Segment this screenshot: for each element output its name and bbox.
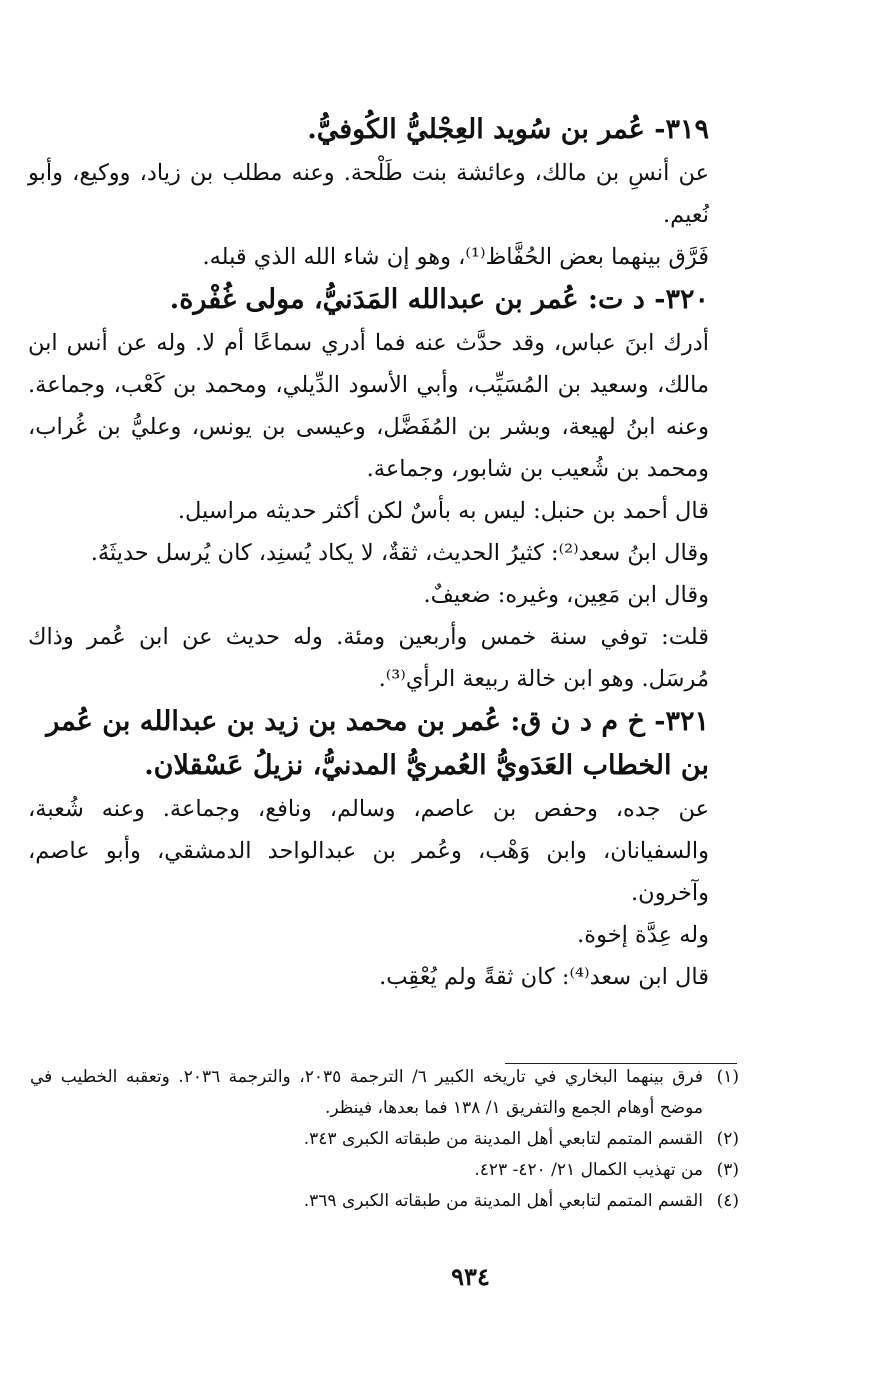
footnote: [30, 1124, 739, 1155]
footnote-number: (٣): [716, 1160, 739, 1180]
entry-paragraph: قلت: توفي سنة خمس وأربعين ومئة. وله حديث عن ابن عُمر وذاك مُرسَل. وهو ابن خالة ربيعة الرأي⁽³⁾.: [28, 624, 709, 692]
entry-paragraph: عن جده، وحفص بن عاصم، وسالم، ونافع، وجماعة. وعنه شُعبة، والسفيانان، وابن وَهْب، وعُمر بن عبدالواحد الدمشقي، وأبو عاصم، وآخرون.: [28, 796, 709, 906]
entry-paragraph: فَرَّق بينهما بعض الحُفَّاظ⁽¹⁾، وهو إن شاء الله الذي قبله.: [202, 244, 709, 270]
entry-heading: ٣٢٠- د ت: عُمر بن عبدالله المَدَنيُّ، مولى غُفْرة.: [169, 284, 709, 315]
footnote: [30, 1062, 739, 1124]
footnote-text: القسم المتمم لتابعي أهل المدينة من طبقاته الكبرى ٣٦٩.: [303, 1191, 703, 1211]
entry-heading: ٣١٩- عُمر بن سُويد العِجْليُّ الكُوفيُّ.: [307, 114, 709, 145]
footnote-text: فرق بينهما البخاري في تاريخه الكبير ٦/ الترجمة ٢٠٣٥، والترجمة ٢٠٣٦. وتعقبه الخطيب في موضح أوهام الجمع والتفريق ١/ ١٣٨ فما بعدها، فينظر.: [30, 1067, 703, 1118]
entry-paragraph: أدرك ابنَ عباس، وقد حدَّث عنه فما أدري سماعًا أم لا. وله عن أنس ابن مالك، وسعيد بن المُسَيِّب، وأبي الأسود الدِّيلي، ومحمد بن كَعْب، وجماعة. وعنه ابنُ لهيعة، وبشر بن المُفَضَّل، وعيسى بن يونس، وعليُّ بن غُراب، ومحمد بن شُعيب بن شابور، وجماعة.: [28, 330, 709, 482]
entry-320: [28, 278, 737, 700]
footnotes: [30, 1062, 739, 1217]
entry-paragraph: وله عِدَّة إخوة.: [577, 922, 709, 948]
entry-heading: ٣٢١- خ م د ن ق: عُمر بن محمد بن زيد بن عبدالله بن عُمر بن الخطاب العَدَويُّ العُمريُّ المدنيُّ، نزيلُ عَسْقلان.: [46, 706, 709, 781]
entry-paragraph: عن أنسِ بن مالك، وعائشة بنت طَلْحة. وعنه مطلب بن زياد، ووكيع، وأبو نُعيم.: [28, 160, 709, 228]
footnote-text: القسم المتمم لتابعي أهل المدينة من طبقاته الكبرى ٣٤٣.: [303, 1129, 703, 1149]
entry-paragraph: قال ابن سعد⁽⁴⁾: كان ثقةً ولم يُعْقِب.: [379, 964, 709, 990]
footnote-number: (٤): [716, 1191, 739, 1211]
footnote-number: (٢): [716, 1129, 739, 1149]
footnote-number: (١): [716, 1067, 739, 1087]
entry-319: [28, 108, 737, 278]
page-number: ٩٣٤: [451, 1262, 490, 1291]
entry-paragraph: قال أحمد بن حنبل: ليس به بأسٌ لكن أكثر حديثه مراسيل.: [177, 498, 709, 524]
entry-321: [28, 700, 737, 998]
entry-paragraph: وقال ابنُ سعد⁽²⁾: كثيرُ الحديث، ثقةٌ، لا يكاد يُسنِد، كان يُرسل حديثَهُ.: [90, 540, 709, 566]
footnote: [30, 1155, 739, 1186]
entry-paragraph: وقال ابن مَعِين، وغيره: ضعيفٌ.: [423, 582, 709, 608]
footnote: [30, 1186, 739, 1217]
footnote-text: من تهذيب الكمال ٢١/ ٤٢٠- ٤٢٣.: [474, 1160, 703, 1180]
